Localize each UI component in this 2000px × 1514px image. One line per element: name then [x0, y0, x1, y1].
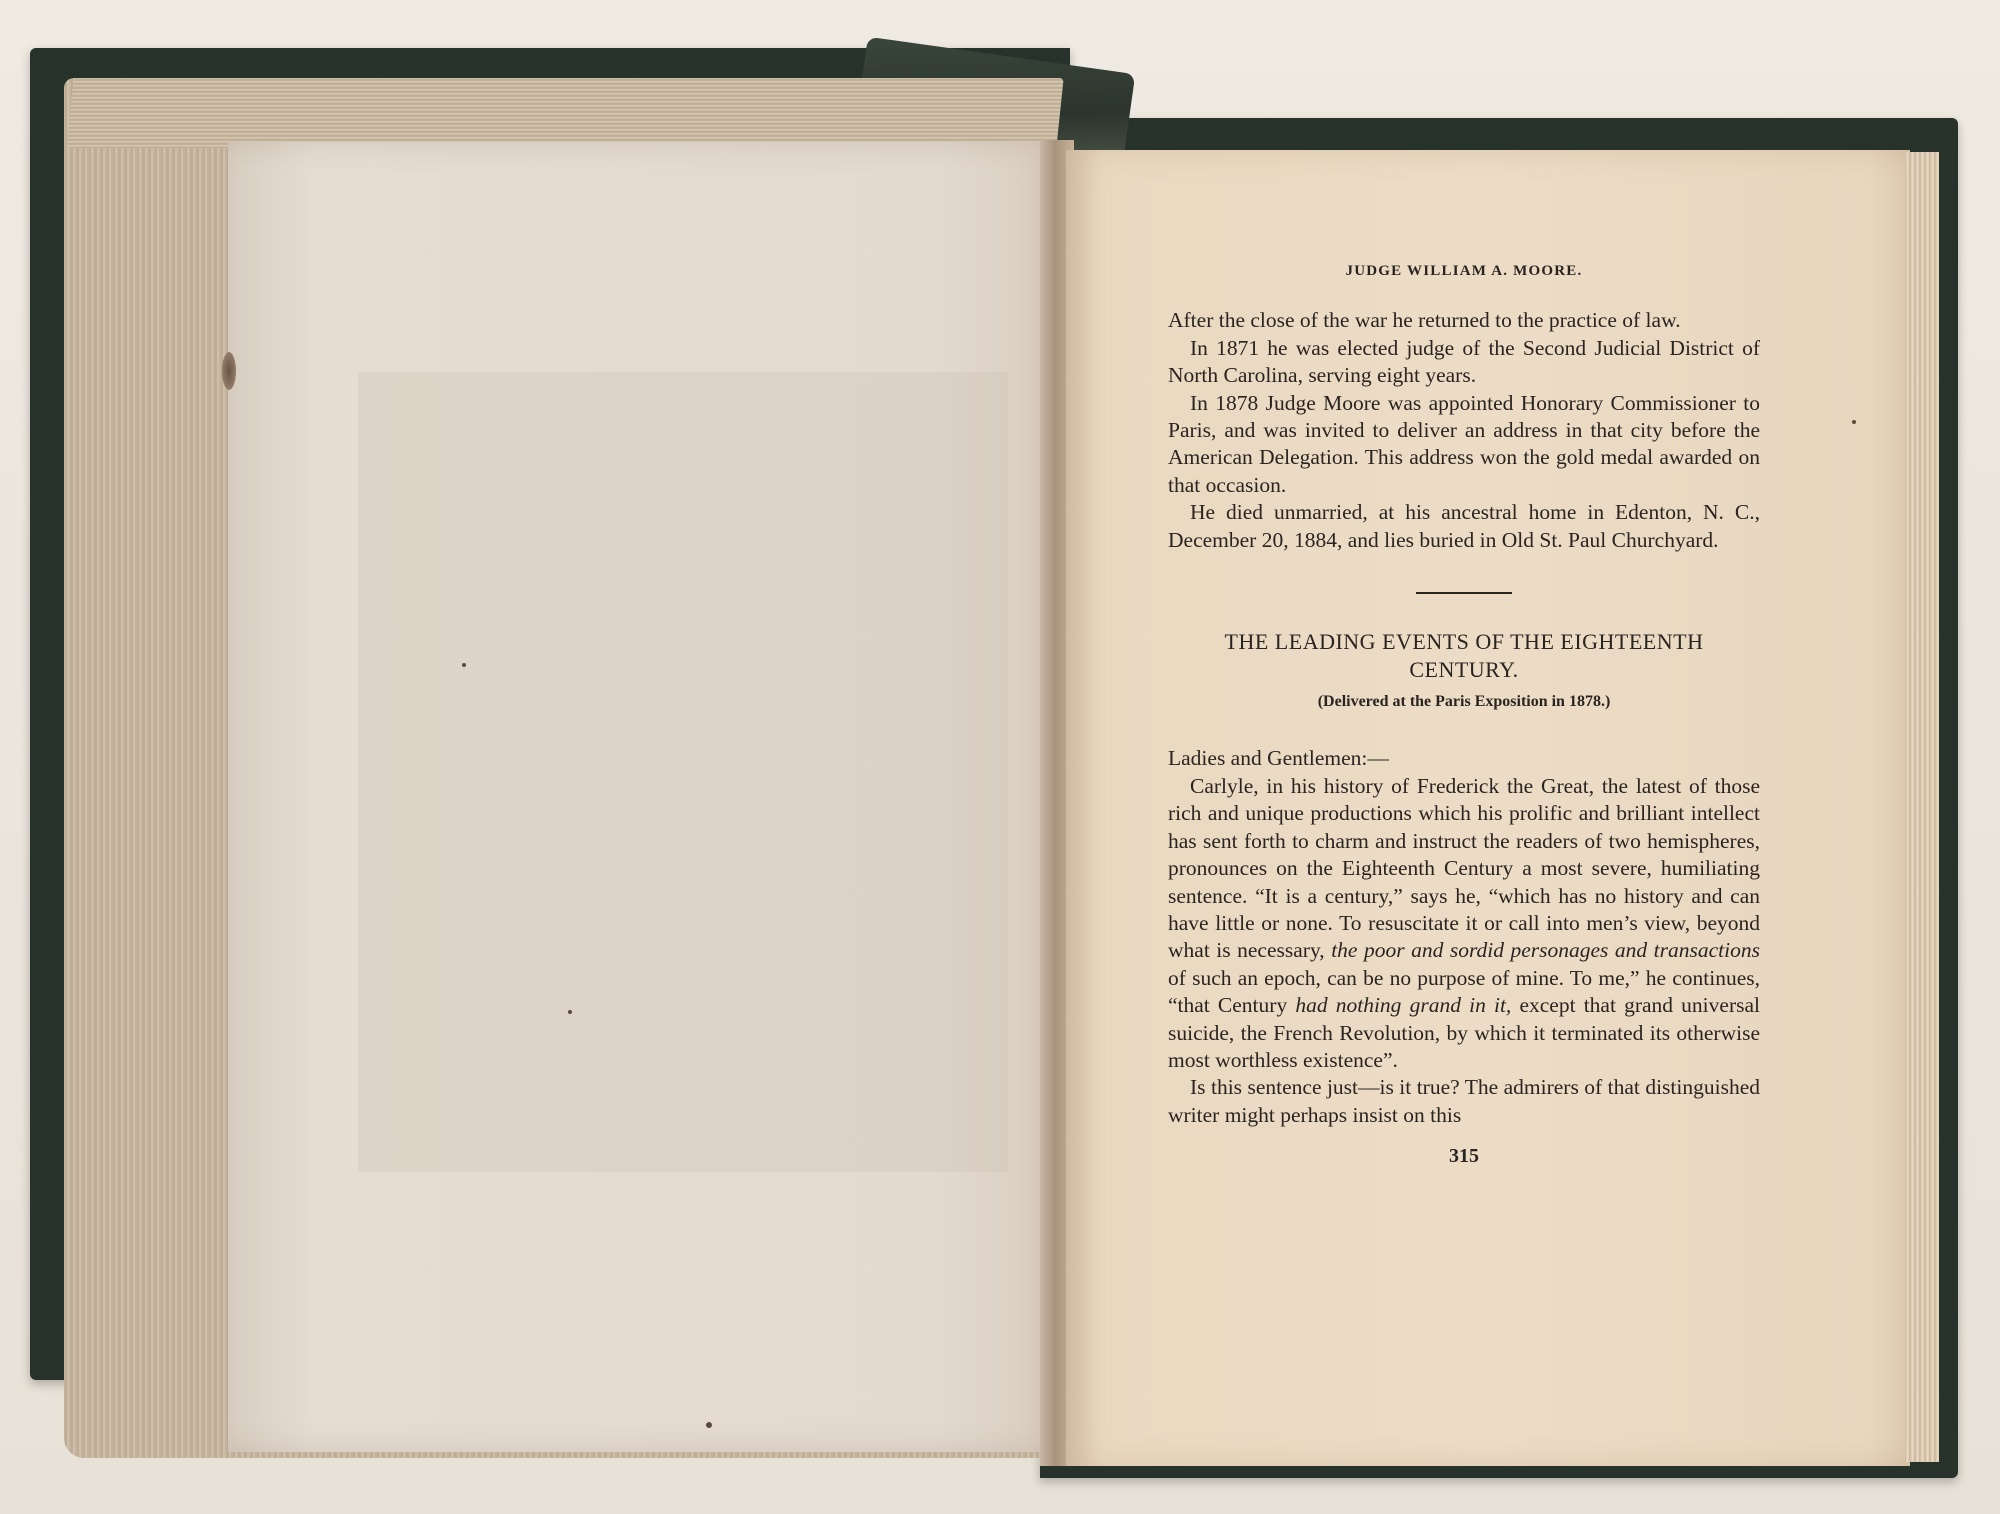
paragraph: After the close of the war he returned to the practice of law. — [1168, 308, 1681, 333]
italic-run: the poor and sordid personages and transactions — [1331, 938, 1760, 963]
speck — [568, 1010, 572, 1014]
section-title-line-1: THE LEADING EVENTS OF THE EIGHTEENTH — [1224, 629, 1704, 655]
salutation: Ladies and Gentlemen:— — [1168, 746, 1389, 771]
paragraph — [1168, 773, 1760, 1074]
page-hole — [222, 352, 236, 390]
paragraph: Is this sentence just—is it true? The admirers of that distinguished writer might perhaps insist on this — [1168, 1075, 1760, 1127]
left-page-blank[interactable] — [228, 142, 1064, 1452]
text-run: of such an epoch, can be no purpose of mine. To me,” he continues, “that Century — [1168, 965, 1760, 1018]
paragraph: In 1878 Judge Moore was appointed Honorary Commissioner to Paris, and was invited to deliver an address in that city before the American Delegation. This address won the gold medal awarded on that occasion. — [1168, 390, 1760, 497]
section-subtitle: (Delivered at the Paris Exposition in 1878.) — [1317, 693, 1611, 711]
speck — [706, 1422, 712, 1428]
speck — [462, 663, 466, 667]
page-number: 315 — [1449, 1145, 1479, 1168]
section-title — [1168, 628, 1760, 684]
paragraph: He died unmarried, at his ancestral home in Edenton, N. C., December 20, 1884, and lies buried in Old St. Paul Churchyard. — [1168, 500, 1760, 552]
right-page-text — [1168, 258, 1760, 1171]
text-run: Carlyle, in his history of Frederick the Great, the latest of those rich and unique productions which his prolific and brilliant intellect has sent forth to charm and instruct the readers of two hemispheres, pronounces on the Eighteenth Century a most severe, humiliating sentence. “It is a century,” says he, “which has no history and can have little or none. To resuscitate it or call into men’s view, beyond what is necessary, — [1168, 773, 1760, 963]
italic-run: had nothing grand in it, — [1295, 993, 1512, 1018]
section-title-line-2: CENTURY. — [1409, 657, 1519, 683]
paragraph: In 1871 he was elected judge of the Second Judicial District of North Carolina, serving eight years. — [1168, 335, 1760, 388]
page-stack-right — [1905, 152, 1939, 1462]
page-stack-top-edge — [66, 78, 1063, 148]
section-divider — [1416, 592, 1512, 594]
speck — [1852, 420, 1856, 424]
running-head: JUDGE WILLIAM A. MOORE. — [1345, 263, 1583, 279]
text-run: except that grand universal suicide, the French Revolution, by which it terminated its otherwise most worthless existence”. — [1168, 993, 1760, 1072]
left-page-show-through — [358, 372, 1008, 1172]
